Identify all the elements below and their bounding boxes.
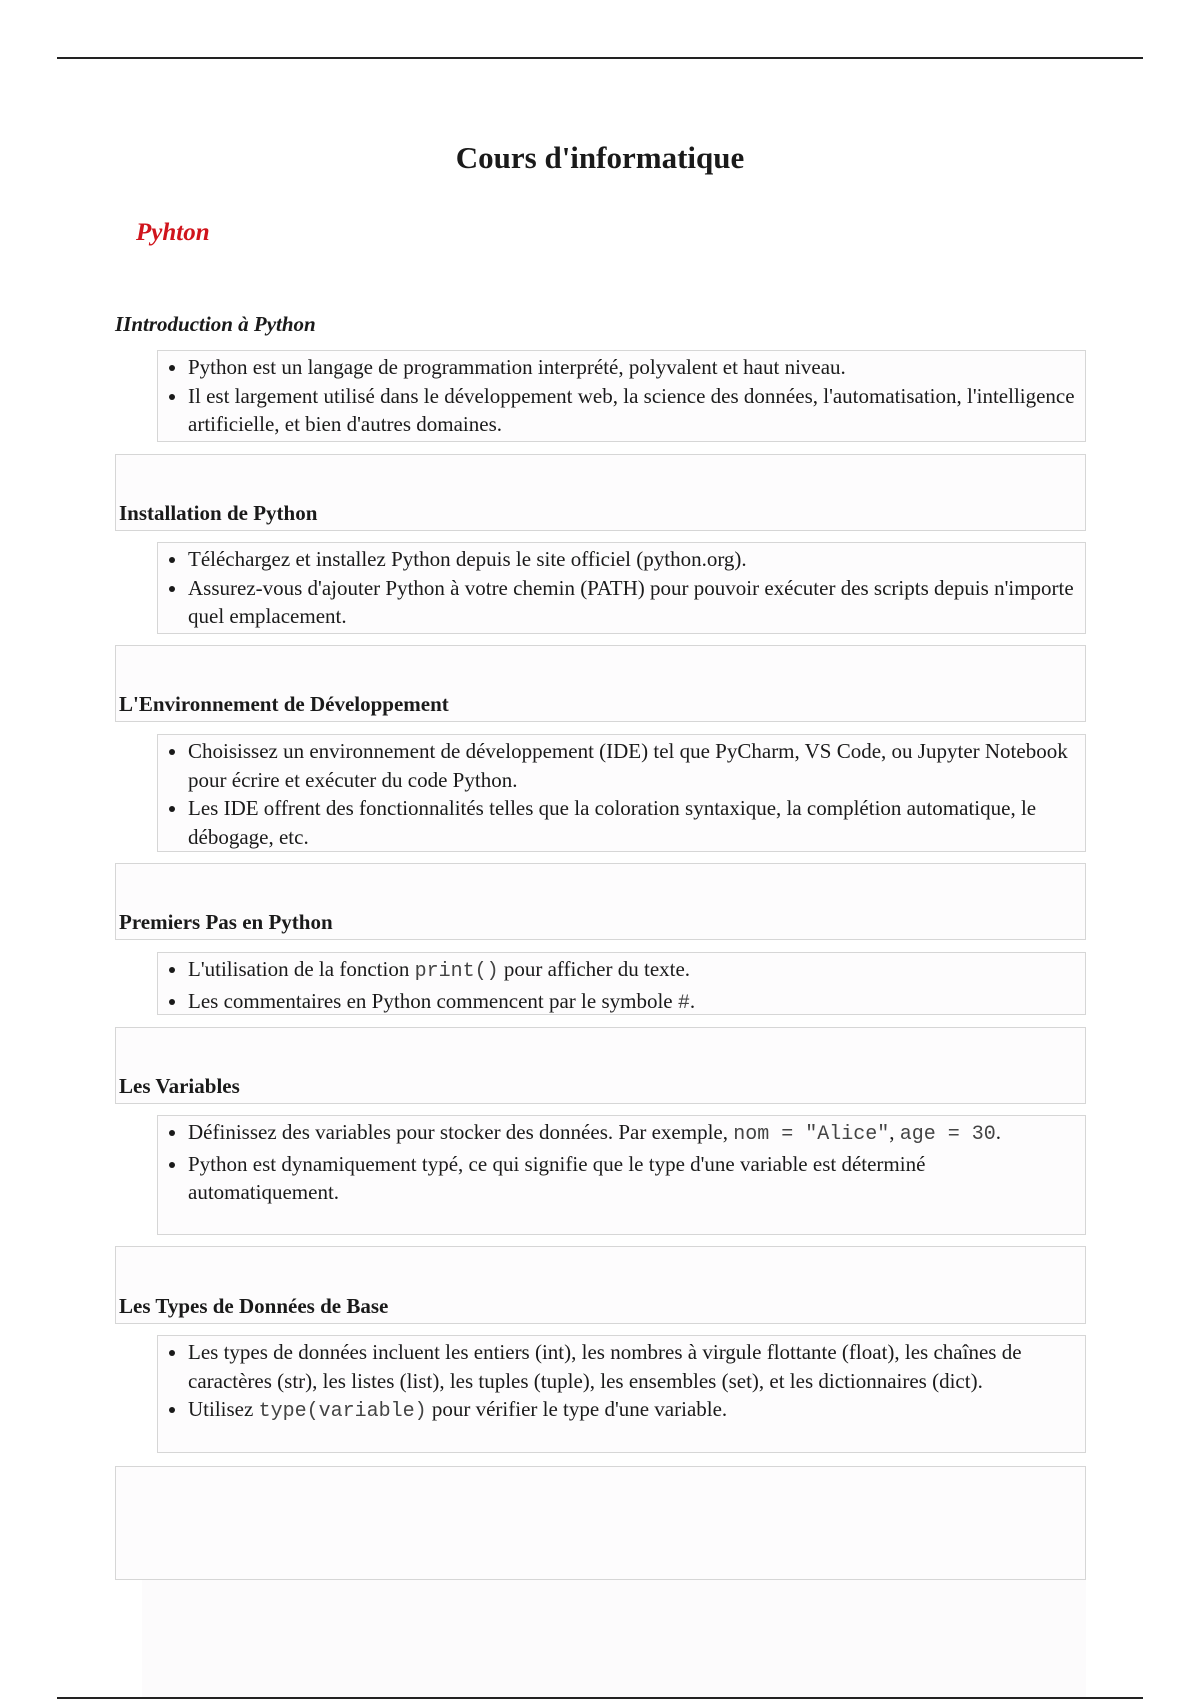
list-item: • Définissez des variables pour stocker des données. Par exemple, nom = "Alice", age = 30.: [188, 1118, 1079, 1150]
variables-heading: Les Variables: [119, 1074, 240, 1098]
intro-list: [158, 351, 1085, 441]
environment-list-box: [157, 734, 1086, 852]
list-item: • Assurez-vous d'ajouter Python à votre chemin (PATH) pour pouvoir exécuter des scripts depuis n'importe quel emplacement.: [188, 574, 1079, 631]
page-title: Cours d'informatique: [455, 140, 745, 175]
list-item: • Téléchargez et installez Python depuis le site officiel (python.org).: [188, 545, 1079, 574]
list-item: • Utilisez type(variable) pour vérifier le type d'une variable.: [188, 1395, 1079, 1427]
types-heading-box: [115, 1246, 1086, 1324]
list-item: • Les IDE offrent des fonctionnalités telles que la coloration syntaxique, la complétion automatique, le débogage, etc.: [188, 794, 1079, 851]
code-age: age = 30: [899, 1123, 996, 1146]
intro-list-box: [157, 350, 1086, 442]
installation-heading: Installation de Python: [119, 501, 318, 525]
first-steps-list-box: [157, 952, 1086, 1015]
first-steps-list: [158, 953, 1085, 1020]
list-item: • Il est largement utilisé dans le développement web, la science des données, l'automatisation, l'intelligence artificielle, et bien d'autres domaines.: [188, 382, 1079, 439]
installation-heading-box: [115, 454, 1086, 531]
installation-list-box: [157, 542, 1086, 634]
environment-list: [158, 735, 1085, 853]
bottom-shading: [142, 1580, 1086, 1697]
environment-heading-box: [115, 645, 1086, 722]
list-item: • Choisissez un environnement de développement (IDE) tel que PyCharm, VS Code, ou Jupyter Notebook pour écrire et exécuter du code Python.: [188, 737, 1079, 794]
list-item: • Les commentaires en Python commencent par le symbole #.: [188, 987, 1079, 1019]
subtitle: Pyhton: [136, 219, 210, 246]
types-list-box: [157, 1335, 1086, 1453]
list-item: • Python est un langage de programmation interprété, polyvalent et haut niveau.: [188, 353, 1079, 382]
intro-heading: IIntroduction à Python: [115, 312, 316, 336]
bottom-rule: [57, 1697, 1143, 1699]
types-list: [158, 1336, 1085, 1429]
code-print: print(): [414, 960, 499, 983]
empty-section-box: [115, 1466, 1086, 1580]
variables-list-box: [157, 1115, 1086, 1235]
installation-list: [158, 543, 1085, 633]
environment-heading: L'Environnement de Développement: [119, 692, 449, 716]
variables-list: [158, 1116, 1085, 1209]
list-item: • L'utilisation de la fonction print() pour afficher du texte.: [188, 955, 1079, 987]
list-item: • Les types de données incluent les entiers (int), les nombres à virgule flottante (float), les chaînes de caractères (str), les listes (list), les tuples (tuple), les ensembles (set), et les dictionnaires (dict).: [188, 1338, 1079, 1395]
first-steps-heading-box: [115, 863, 1086, 940]
code-hash: #: [677, 991, 690, 1015]
top-rule: [57, 57, 1143, 59]
code-nom: nom = "Alice": [733, 1123, 890, 1146]
first-steps-heading: Premiers Pas en Python: [119, 910, 333, 934]
list-item: • Python est dynamiquement typé, ce qui signifie que le type d'une variable est déterminé automatiquement.: [188, 1150, 1079, 1207]
types-heading: Les Types de Données de Base: [119, 1294, 389, 1318]
variables-heading-box: [115, 1027, 1086, 1104]
code-type: type(variable): [258, 1400, 427, 1423]
